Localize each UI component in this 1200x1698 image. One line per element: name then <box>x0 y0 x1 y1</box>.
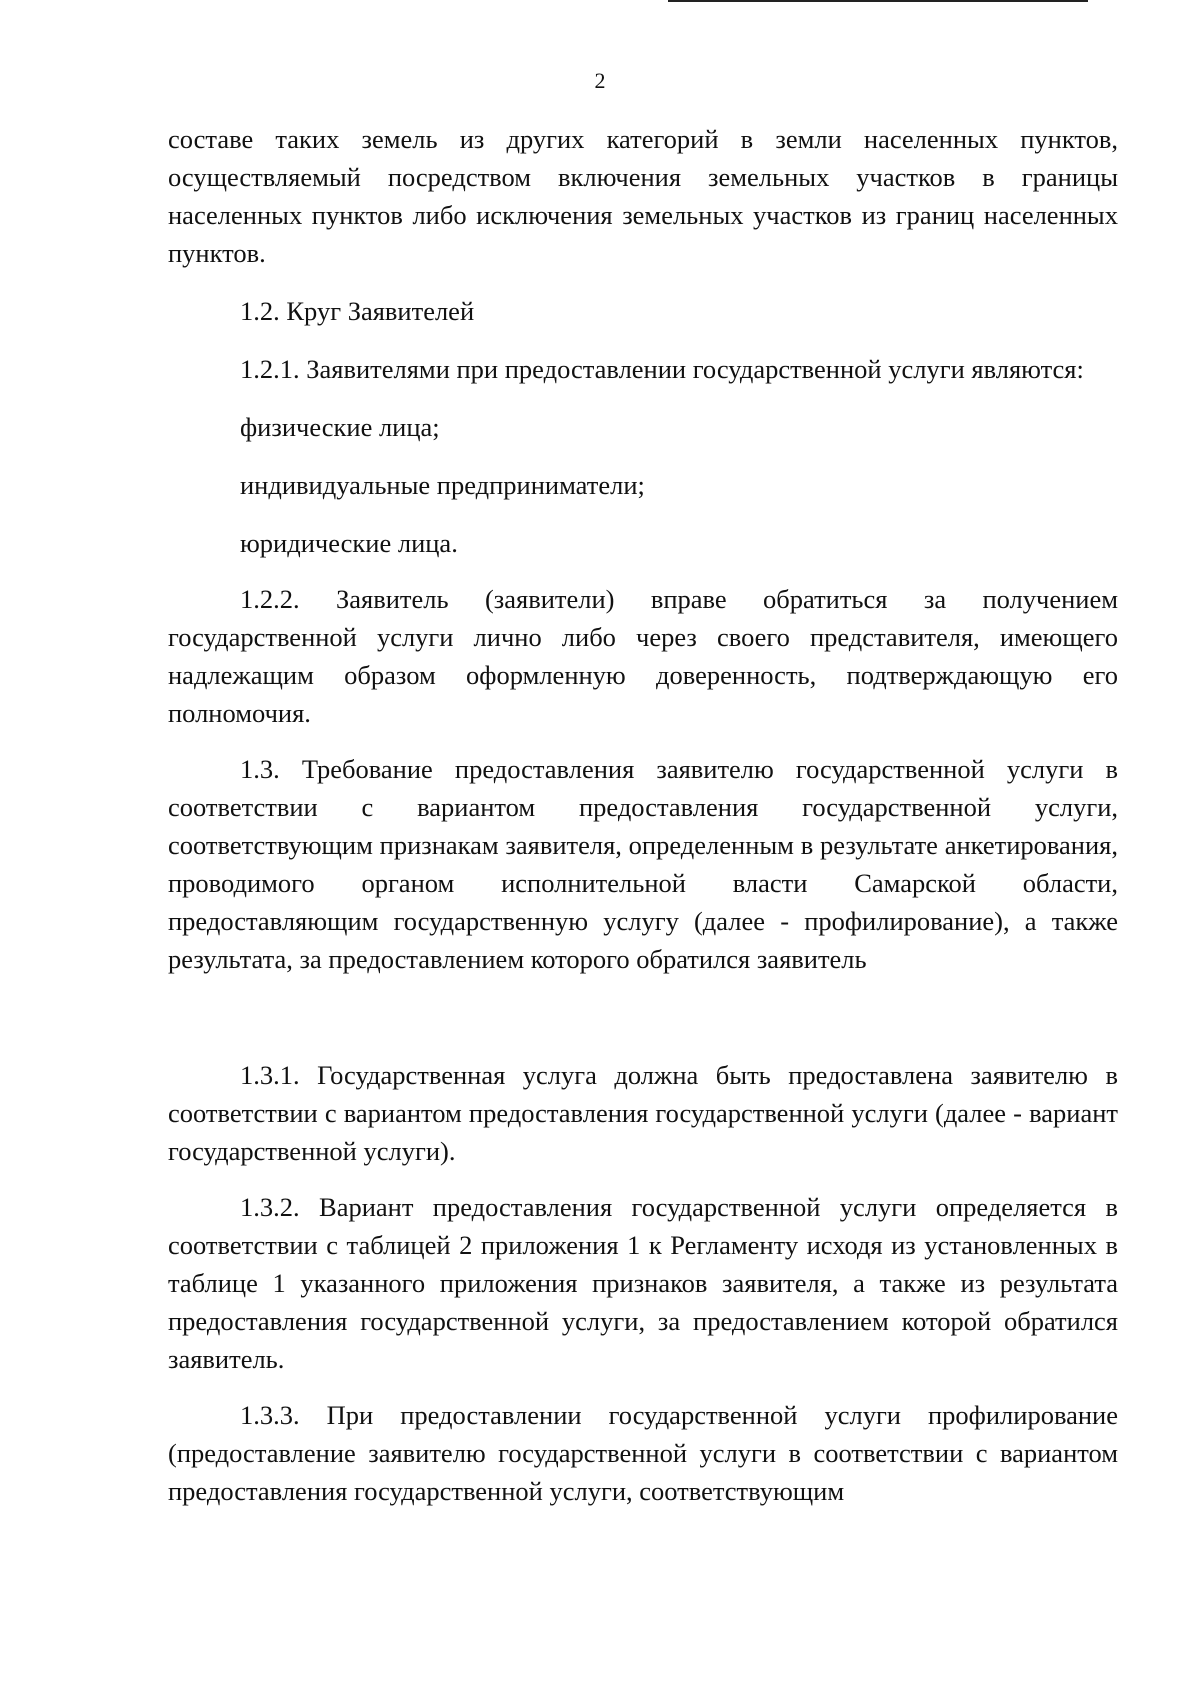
list-item-individuals: физические лица; <box>240 412 440 442</box>
paragraph-1-3-1: 1.3.1. Государственная услуга должна быть предоставлена заявителю в соответствии с вариантом предоставления государственной услуги (далее - вариант государственной услуги). <box>168 1060 1118 1166</box>
page-number: 2 <box>594 68 606 93</box>
top-rule <box>668 0 1088 2</box>
document-body <box>168 120 1118 1510</box>
paragraph-1-3-3: 1.3.3. При предоставлении государственной услуги профилирование (предоставление заявителю государственной услуги в соответствии с вариантом предоставления государственной услуги, соответствующим <box>168 1400 1118 1506</box>
list-item-legal-entities: юридические лица. <box>240 528 458 558</box>
paragraph-land-composition: составе таких земель из других категорий в земли населенных пунктов, осуществляемый посредством включения земельных участков в границы населенных пунктов либо исключения земельных участков из границ населенных пунктов. <box>168 124 1118 268</box>
paragraph-1-3: 1.3. Требование предоставления заявителю государственной услуги в соответствии с вариантом предоставления государственной услуги, соответствующим признакам заявителя, определенным в результате анкетирования, проводимого органом исполнительной власти Самарской области, предоставляющим государственную услугу (далее - профилирование), а также результата, за предоставлением которого обратился заявитель <box>168 754 1118 974</box>
paragraph-1-2-2: 1.2.2. Заявитель (заявители) вправе обратиться за получением государственной услуги лично либо через своего представителя, имеющего надлежащим образом оформленную доверенность, подтверждающую его полномочия. <box>168 584 1118 728</box>
list-item-entrepreneurs: индивидуальные предприниматели; <box>240 470 645 500</box>
paragraph-1-3-2: 1.3.2. Вариант предоставления государственной услуги определяется в соответствии с таблицей 2 приложения 1 к Регламенту исходя из установленных в таблице 1 указанного приложения признаков заявителя, а также из результата предоставления государственной услуги, за предоставлением которой обратился заявитель. <box>168 1192 1118 1374</box>
paragraph-1-2-1: 1.2.1. Заявителями при предоставлении государственной услуги являются: <box>240 354 1084 384</box>
heading-applicants: 1.2. Круг Заявителей <box>240 296 475 326</box>
